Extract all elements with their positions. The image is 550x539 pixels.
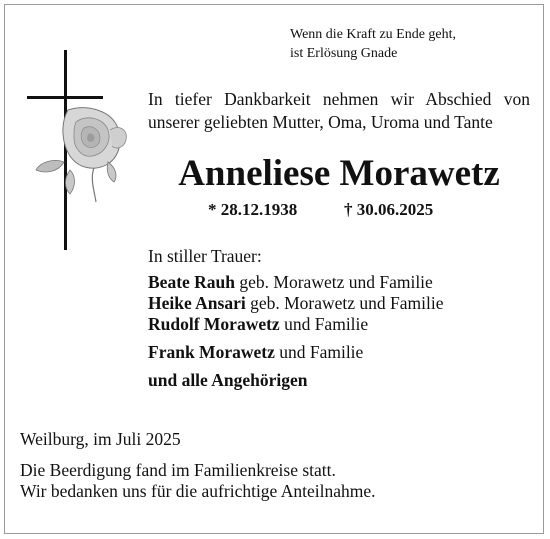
motto-line-1: Wenn die Kraft zu Ende geht, [290, 27, 457, 42]
mourner-name: Beate Rauh [148, 272, 236, 292]
mourner-row [148, 342, 530, 363]
mourner-relation: geb. Morawetz und Familie [245, 293, 444, 313]
mourner-row [148, 293, 530, 314]
mourner-name: und alle Angehörigen [148, 370, 308, 390]
mourners-heading: In stiller Trauer: [148, 246, 262, 266]
closing-line-2: Wir bedanken uns für die aufrichtige Anteilnahme. [20, 481, 376, 501]
motto [290, 25, 520, 63]
mourner-name: Frank Morawetz [148, 342, 275, 362]
mourner-relation: geb. Morawetz und Familie [235, 272, 433, 292]
mourner-row [148, 314, 530, 335]
closing-line-1: Die Beerdigung fand im Familienkreise statt. [20, 460, 336, 480]
life-dates [208, 199, 468, 221]
mourner-row [148, 370, 530, 391]
intro-line-2: unserer geliebten Mutter, Oma, Uroma und Tante [148, 112, 493, 132]
rose-flower-icon [36, 108, 126, 202]
birth-date: * 28.12.1938 [208, 200, 298, 219]
cross-and-flower [24, 50, 134, 255]
death-date: † 30.06.2025 [344, 200, 434, 219]
mourner-relation: und Familie [274, 342, 364, 362]
intro-line-1: In tiefer Dankbarkeit nehmen wir Abschied von [148, 89, 530, 109]
mourners [148, 246, 530, 391]
deceased-name: Anneliese Morawetz [178, 153, 500, 194]
motto-line-2: ist Erlösung Gnade [290, 46, 398, 61]
cross-icon [24, 50, 134, 255]
closing-text [20, 460, 376, 502]
mourner-relation: und Familie [279, 314, 369, 334]
place-and-date: Weilburg, im Juli 2025 [20, 429, 181, 449]
mourner-name: Rudolf Morawetz [148, 314, 280, 334]
intro-text [148, 88, 530, 134]
mourner-name: Heike Ansari [148, 293, 246, 313]
mourner-row [148, 272, 530, 293]
